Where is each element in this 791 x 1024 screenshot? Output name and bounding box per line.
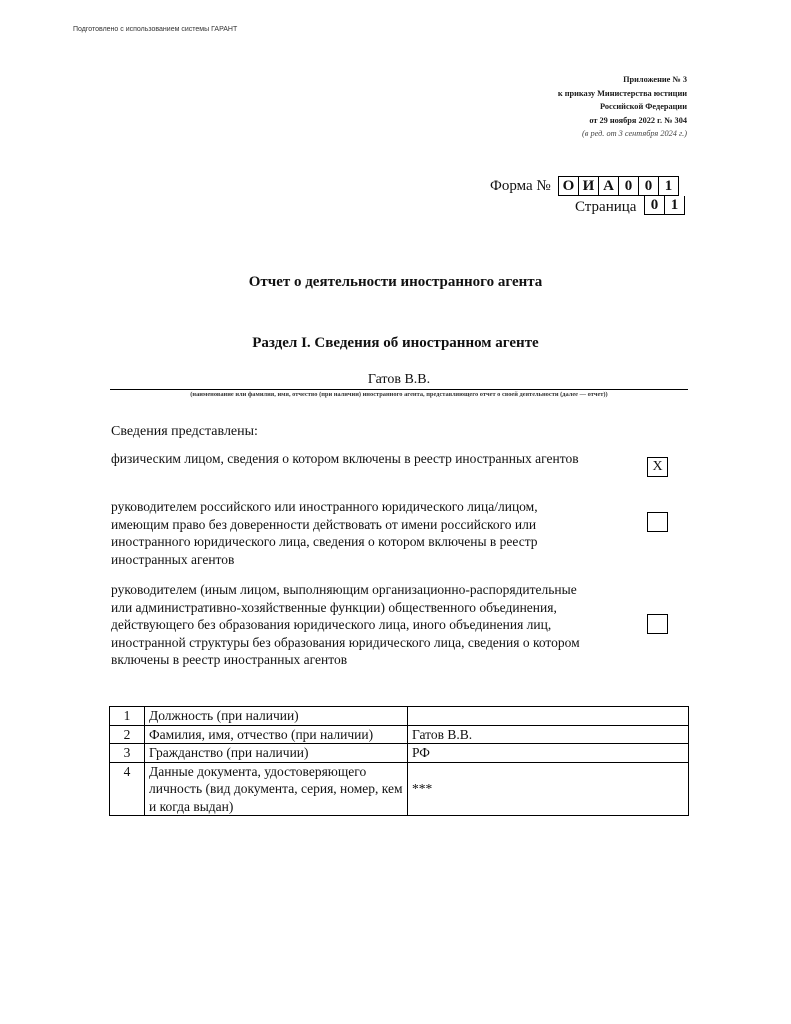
appendix-reference	[558, 73, 687, 141]
table-row	[110, 762, 689, 816]
option-individual-text: физическим лицом, сведения о котором включены в реестр иностранных агентов	[111, 451, 579, 466]
appendix-line-3: Российской Федерации	[600, 102, 687, 112]
form-code-cell: 0	[619, 177, 639, 196]
form-code-cell: О	[559, 177, 579, 196]
row-number: 3	[110, 744, 145, 763]
document-title: Отчет о деятельности иностранного агента	[248, 274, 543, 290]
appendix-edition: (в ред. от 3 сентября 2024 г.)	[582, 129, 687, 139]
page-number-cells	[644, 196, 685, 215]
page-number-cell: 0	[645, 196, 665, 215]
appendix-line-2: к приказу Министерства юстиции	[557, 88, 687, 98]
page-number-cell: 1	[665, 196, 685, 215]
table-row	[110, 707, 689, 726]
prepared-note: Подготовлено с использованием системы ГАРАНТ	[73, 26, 238, 33]
option-legal-entity-head-checkbox[interactable]	[647, 512, 668, 532]
option-association-head-checkbox[interactable]	[647, 614, 668, 634]
row-value	[408, 707, 689, 726]
form-code-cell: А	[599, 177, 619, 196]
provided-by-label: Сведения представлены:	[111, 424, 258, 439]
form-code-block	[490, 176, 690, 220]
form-number-label: Форма №	[490, 178, 551, 194]
option-individual-checkbox[interactable]: X	[647, 457, 668, 477]
agent-name: Гатов В.В.	[367, 372, 431, 387]
row-number: 1	[110, 707, 145, 726]
option-legal-entity-head-text: руководителем российского или иностранного юридического лица/лицом, имеющим право без доверенности действовать от имени российского или иностранного юридического лица, сведения о котором включены в реестр иностранных агентов	[111, 499, 538, 567]
row-value: РФ	[408, 744, 689, 763]
row-label: Гражданство (при наличии)	[145, 744, 408, 763]
form-code-cell: 1	[659, 177, 679, 196]
form-code-cell: 0	[639, 177, 659, 196]
table-row	[110, 725, 689, 744]
form-code-cell: И	[579, 177, 599, 196]
appendix-line-4: от 29 ноября 2022 г. № 304	[589, 115, 687, 125]
appendix-line-1: Приложение № 3	[623, 75, 687, 84]
row-label: Должность (при наличии)	[145, 707, 408, 726]
row-label: Данные документа, удостоверяющего личность (вид документа, серия, номер, кем и когда выдан)	[145, 762, 408, 816]
row-label: Фамилия, имя, отчество (при наличии)	[145, 725, 408, 744]
page-label: Страница	[575, 199, 637, 215]
agent-name-caption: (наименование или фамилия, имя, отчество (при наличии) иностранного агента, представляющего отчет о своей деятельности (далее — отчет))	[190, 391, 608, 398]
row-value: ***	[408, 762, 689, 816]
agent-name-underline	[110, 389, 688, 390]
table-row	[110, 744, 689, 763]
row-number: 2	[110, 725, 145, 744]
form-code-cells	[558, 176, 679, 196]
row-number: 4	[110, 762, 145, 816]
option-association-head-text: руководителем (иным лицом, выполняющим организационно-распорядительные или административно-хозяйственные функции) общественного объединения, действующего без образования юридического лица, иного объединения лиц, иностранной структуры без образования юридического лица, сведения о котором включены в реестр иностранных агентов	[111, 582, 580, 667]
agent-details-table	[109, 706, 689, 816]
row-value: Гатов В.В.	[408, 725, 689, 744]
section-heading: Раздел I. Сведения об иностранном агенте	[252, 335, 539, 351]
